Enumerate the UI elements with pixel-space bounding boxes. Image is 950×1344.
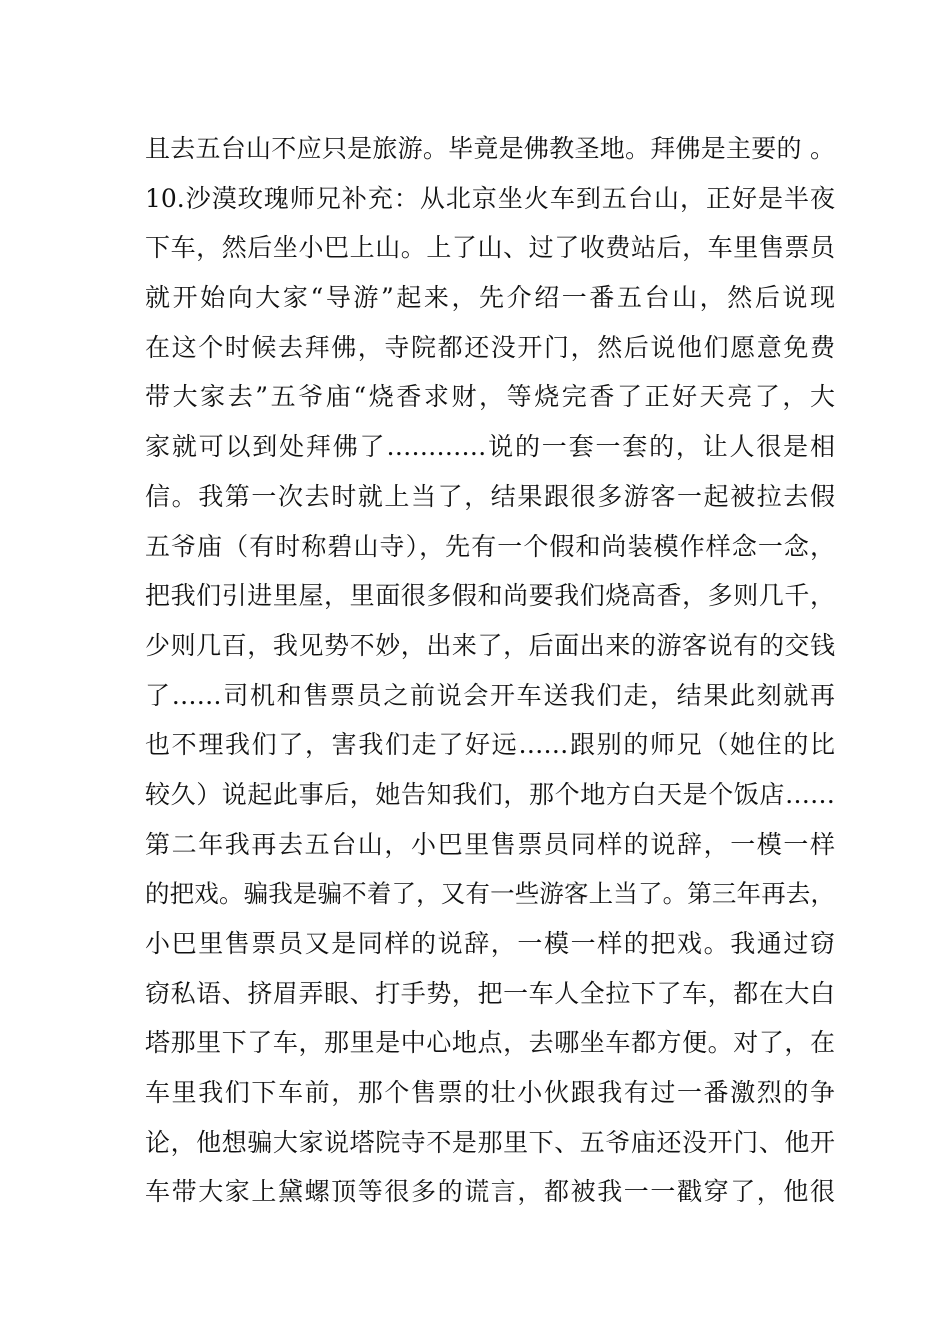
text-line: 信。我第一次去时就上当了，结果跟很多游客一起被拉去假 — [145, 481, 835, 511]
text-line: 车带大家上黛螺顶等很多的谎言，都被我一一戳穿了，他很 — [145, 1177, 835, 1207]
text-line: 塔那里下了车，那里是中心地点，去哪坐车都方便。对了，在 — [145, 1028, 835, 1058]
body-text — [145, 124, 835, 1217]
text-line: 了……司机和售票员之前说会开车送我们走，结果此刻就再 — [145, 680, 835, 710]
text-line: 的把戏。骗我是骗不着了，又有一些游客上当了。第三年再去， — [145, 879, 835, 909]
text-line: 小巴里售票员又是同样的说辞，一模一样的把戏。我通过窃 — [145, 929, 835, 958]
text-line: 论，他想骗大家说塔院寺不是那里下、五爷庙还没开门、他开 — [145, 1127, 835, 1157]
text-line: 下车，然后坐小巴上山。上了山、过了收费站后，车里售票员 — [145, 233, 835, 263]
text-line: 也不理我们了，害我们走了好远……跟别的师兄（她住的比 — [145, 730, 835, 760]
text-line: 少则几百，我见势不妙，出来了，后面出来的游客说有的交钱 — [145, 630, 835, 660]
text-line: 较久）说起此事后，她告知我们，那个地方白天是个饭店…… — [145, 779, 835, 809]
text-line: 家就可以到处拜佛了…………说的一套一套的，让人很是相 — [145, 432, 835, 462]
text-line: 五爷庙（有时称碧山寺），先有一个假和尚装模作样念一念， — [145, 531, 835, 561]
text-line: 10.沙漠玫瑰师兄补充：从北京坐火车到五台山，正好是半夜 — [145, 183, 835, 213]
text-line: 在这个时候去拜佛，寺院都还没开门，然后说他们愿意免费 — [145, 332, 835, 362]
text-line: 窃私语、挤眉弄眼、打手势，把一车人全拉下了车，都在大白 — [145, 978, 835, 1008]
text-line: 车里我们下车前，那个售票的壮小伙跟我有过一番激烈的争 — [145, 1078, 835, 1108]
text-line: 第二年我再去五台山，小巴里售票员同样的说辞，一模一样 — [145, 829, 835, 859]
text-line: 带大家去”五爷庙“烧香求财，等烧完香了正好天亮了，大 — [145, 382, 835, 412]
text-line: 就开始向大家“导游”起来，先介绍一番五台山，然后说现 — [145, 283, 835, 313]
text-line: 把我们引进里屋，里面很多假和尚要我们烧高香，多则几千， — [145, 581, 835, 611]
text-line: 且去五台山不应只是旅游。毕竟是佛教圣地。拜佛是主要的 。 — [145, 134, 835, 163]
